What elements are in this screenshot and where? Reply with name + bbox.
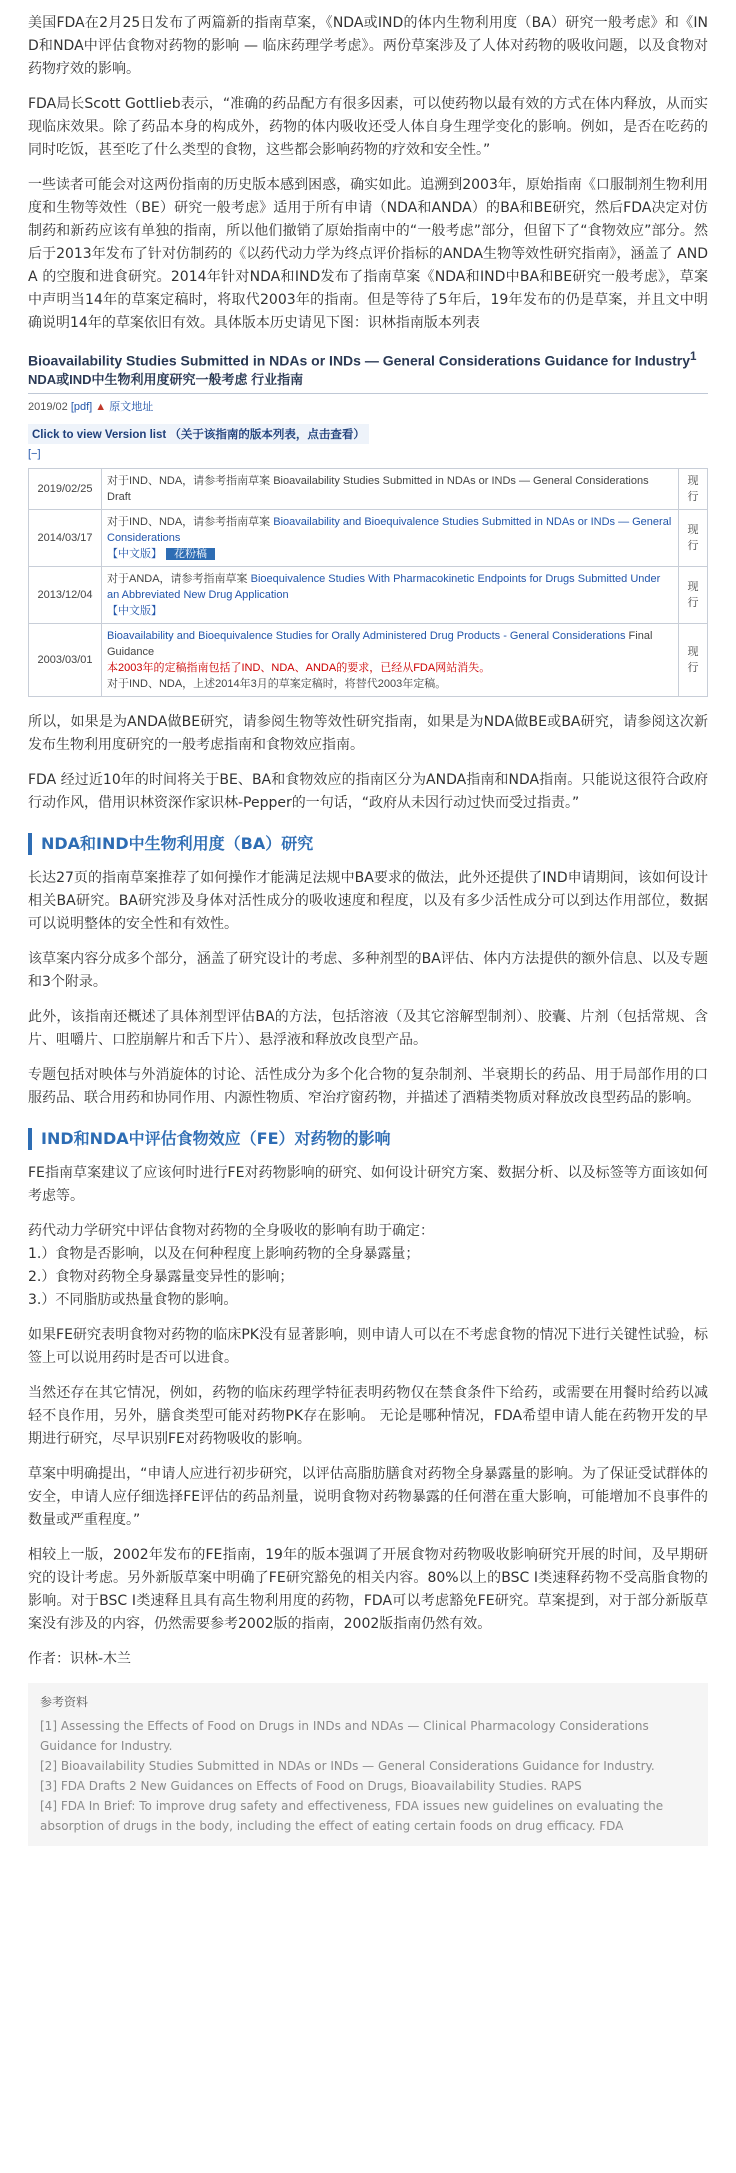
source-link[interactable]: 原文地址	[109, 400, 154, 413]
ba-paragraph-3: 此外，该指南还概述了具体剂型评估BA的方法，包括溶液（及其它溶解型制剂）、胶囊、片剂（包括常规、含片、咀嚼片、口腔崩解片和舌下片）、悬浮液和释放改良型产品。	[28, 1008, 708, 1048]
version-status: 现行	[679, 468, 708, 509]
version-status: 现行	[679, 509, 708, 566]
collapse-toggle[interactable]: [−]	[28, 447, 41, 460]
chinese-version-link[interactable]: 【中文版】	[107, 547, 162, 560]
fe-paragraph-1: FE指南草案建议了应该何时进行FE对药物影响的研究、如何设计研究方案、数据分析、以及标签等方面该如何考虑等。	[28, 1164, 708, 1204]
version-desc: 对于IND、NDA，请参考指南草案 Bioavailability Studies Submitted in NDAs or INDs — General Considerations Draft	[102, 468, 679, 509]
version-desc: 对于IND、NDA，请参考指南草案 Bioavailability and Bioequivalence Studies Submitted in NDAs or INDs — General Considerations 【中文版】 花粉稿	[102, 509, 679, 566]
pdf-link[interactable]: [pdf]	[70, 400, 93, 413]
guidance-link[interactable]: Bioavailability and Bioequivalence Studies for Orally Administered Drug Products - General Considerations	[107, 629, 626, 642]
section-heading-ba: NDA和IND中生物利用度（BA）研究	[28, 833, 708, 855]
reference-item[interactable]: [2] Bioavailability Studies Submitted in NDAs or INDs — General Considerations Guidance for Industry.	[40, 1758, 655, 1773]
withdrawn-notice: 本2003年的定稿指南包括了IND、NDA、ANDA的要求，已经从FDA网站消失。	[107, 661, 491, 674]
version-table	[28, 468, 708, 697]
reference-item[interactable]: [1] Assessing the Effects of Food on Drugs in INDs and NDAs — Clinical Pharmacology Considerations Guidance for Industry.	[40, 1718, 649, 1753]
intro-paragraph-1: 美国FDA在2月25日发布了两篇新的指南草案，《NDA或IND的体内生物利用度（BA）研究一般考虑》和《IND和NDA中评估食物对药物的影响 — 临床药理学考虑》。两份草案涉及了人体对药物的吸收问题，以及食物对药物疗效的影响。	[28, 15, 708, 77]
references-heading: 参考资料	[40, 1694, 89, 1709]
draft-tag[interactable]: 花粉稿	[166, 548, 215, 560]
section-heading-fe: IND和NDA中评估食物效应（FE）对药物的影响	[28, 1128, 708, 1150]
ba-paragraph-1: 长达27页的指南草案推荐了如何操作才能满足法规中BA要求的做法，此外还提供了IND申请期间，该如何设计相关BA研究。BA研究涉及身体对活性成分的吸收速度和程度，以及有多少活性成分可以到达作用部位，数据可以说明整体的安全性和有效性。	[28, 869, 708, 932]
version-status: 现行	[679, 623, 708, 696]
table-row	[29, 623, 708, 696]
fe-paragraph-2: 如果FE研究表明食物对药物的临床PK没有显著影响，则申请人可以在不考虑食物的情况下进行关键性试验，标签上可以说用药时是否可以进食。	[28, 1326, 708, 1366]
guidance-title-cn: NDA或IND中生物利用度研究一般考虑 行业指南	[28, 371, 304, 387]
pdf-icon: ▲	[95, 400, 107, 413]
author-line: 作者：识林-木兰	[28, 1650, 132, 1667]
table-row	[29, 566, 708, 623]
ba-paragraph-4: 专题包括对映体与外消旋体的讨论、活性成分为多个化合物的复杂制剂、半衰期长的药品、用于局部作用的口服药品、联合用药和协同作用、内源性物质、窄治疗窗药物，并描述了酒精类物质对释放改良型药品的影响。	[28, 1066, 708, 1106]
reference-item[interactable]: [3] FDA Drafts 2 New Guidances on Effects of Food on Drugs, Bioavailability Studies. RAPS	[40, 1778, 582, 1793]
list-item: 1.）食物是否影响，以及在何种程度上影响药物的全身暴露量；	[28, 1245, 420, 1262]
fe-list	[28, 1220, 708, 1312]
fe-paragraph-3: 当然还存在其它情况，例如，药物的临床药理学特征表明药物仅在禁食条件下给药，或需要在用餐时给药以减轻不良作用，另外，膳食类型可能对药物PK存在影响。 无论是哪种情况，FDA希望申请人能在药物开发的早期进行研究，尽早识别FE对药物吸收的影响。	[28, 1384, 708, 1447]
list-item: 2.）食物对药物全身暴露量变异性的影响；	[28, 1268, 294, 1285]
article	[28, 12, 708, 1846]
table-row	[29, 509, 708, 566]
version-list-screenshot	[28, 347, 708, 697]
guidance-title-en: Bioavailability Studies Submitted in NDAs or INDs — General Considerations Guidance for Industry$^1$	[28, 350, 697, 369]
guidance-link[interactable]: Bioavailability and Bioequivalence Studies Submitted in NDAs or INDs — General Considerations	[107, 515, 672, 544]
references-box	[28, 1683, 708, 1846]
list-item: 3.）不同脂肪或热量食物的影响。	[28, 1291, 238, 1308]
fe-paragraph-5: 相较上一版，2002年发布的FE指南，19年的版本强调了开展食物对药物吸收影响研究开展的时间，及早期研究的设计考虑。另外新版草案中明确了FE研究豁免的相关内容。80%以上的BSC I类速释药物不受高脂食物的影响。对于BSC I类速释且具有高生物利用度的药物，FDA可以考虑豁免FE研究。草案提到，对于部分新版草案没有涉及的内容，仍然需要参考2002版的指南，2002版指南仍然有效。	[28, 1546, 708, 1632]
version-date: 2003/03/01	[29, 623, 102, 696]
fe-paragraph-4: 草案中明确提出，“申请人应进行初步研究，以评估高脂肪膳食对药物全身暴露量的影响。为了保证受试群体的安全，申请人应仔细选择FE评估的药品剂量，说明食物对药物暴露的任何潜在重大影响，可能增加不良事件的数量或严重程度。”	[28, 1465, 708, 1528]
replacement-note: 对于IND、NDA，上述2014年3月的草案定稿时，将替代2003年定稿。	[107, 677, 447, 690]
intro-paragraph-3: 一些读者可能会对这两份指南的历史版本感到困惑，确实如此。追溯到2003年，原始指南《口服制剂生物利用度和生物等效性（BE）研究一般考虑》适用于所有申请（NDA和ANDA）的BA和BE研究，然后FDA决定对仿制药和新药应该有单独的指南，所以他们撤销了原始指南中的“一般考虑”部分，但留下了“食物效应”部分。然后于2013年发布了针对仿制药的《以药代动力学为终点评价指标的ANDA生物等效性研究指南》，涵盖了 ANDA 的空腹和进食研究。2014年针对NDA和IND发布了指南草案《NDA和IND中BA和BE研究一般考虑》，草案中声明当14年的草案定稿时，将取代2003年的指南。但是等待了5年后，19年发布的仍是草案，并且文中明确说明14年的草案依旧有效。具体版本历史请见下图：识林指南版本列表	[28, 177, 708, 331]
version-status: 现行	[679, 566, 708, 623]
version-date: 2014/03/17	[29, 509, 102, 566]
version-date: 2013/12/04	[29, 566, 102, 623]
guidance-meta: 2019/02 [pdf] ▲ 原文地址	[28, 393, 708, 414]
version-date: 2019/02/25	[29, 468, 102, 509]
guidance-link[interactable]: Bioequivalence Studies With Pharmacokinetic Endpoints for Drugs Submitted Under an Abbreviated New Drug Application	[107, 572, 661, 601]
fe-list-intro: 药代动力学研究中评估食物对药物的全身吸收的影响有助于确定：	[28, 1222, 434, 1239]
chinese-version-link[interactable]: 【中文版】	[107, 604, 162, 617]
intro-paragraph-2: FDA局长Scott Gottlieb表示，“准确的药品配方有很多因素，可以使药物以最有效的方式在体内释放，从而实现临床效果。除了药品本身的构成外，药物的体内吸收还受人体自身生理学变化的影响。例如，是否在吃药的同时吃饭，甚至吃了什么类型的食物，这些都会影响药物的疗效和安全性。”	[28, 96, 708, 158]
ba-paragraph-2: 该草案内容分成多个部分，涵盖了研究设计的考虑、多种剂型的BA评估、体内方法提供的额外信息、以及专题和3个附录。	[28, 950, 708, 990]
version-list-link[interactable]: Click to view Version list （关于该指南的版本列表，点击查看）	[28, 424, 369, 444]
body-paragraph-2: FDA 经过近10年的时间将关于BE、BA和食物效应的指南区分为ANDA指南和NDA指南。只能说这很符合政府行动作风，借用识林资深作家识林-Pepper的一句话，“政府从未因行动过快而受过指责。”	[28, 771, 708, 811]
version-desc: 对于ANDA，请参考指南草案 Bioequivalence Studies With Pharmacokinetic Endpoints for Drugs Submitted Under an Abbreviated New Drug Application 【中文版】	[102, 566, 679, 623]
version-desc: Bioavailability and Bioequivalence Studies for Orally Administered Drug Products - General Considerations Final Guidance 本2003年的定稿指南包括了IND、NDA、ANDA的要求，已经从FDA网站消失。 对于IND、NDA，上述2014年3月的草案定稿时，将替代2003年定稿。	[102, 623, 679, 696]
body-paragraph-1: 所以，如果是为ANDA做BE研究，请参阅生物等效性研究指南，如果是为NDA做BE或BA研究，请参阅这次新发布生物利用度研究的一般考虑指南和食物效应指南。	[28, 713, 708, 753]
reference-item[interactable]: [4] FDA In Brief: To improve drug safety and effectiveness, FDA issues new guidelines on evaluating the absorption of drugs in the body, including the effect of eating certain foods on drug efficacy. FDA	[40, 1798, 664, 1833]
table-row	[29, 468, 708, 509]
